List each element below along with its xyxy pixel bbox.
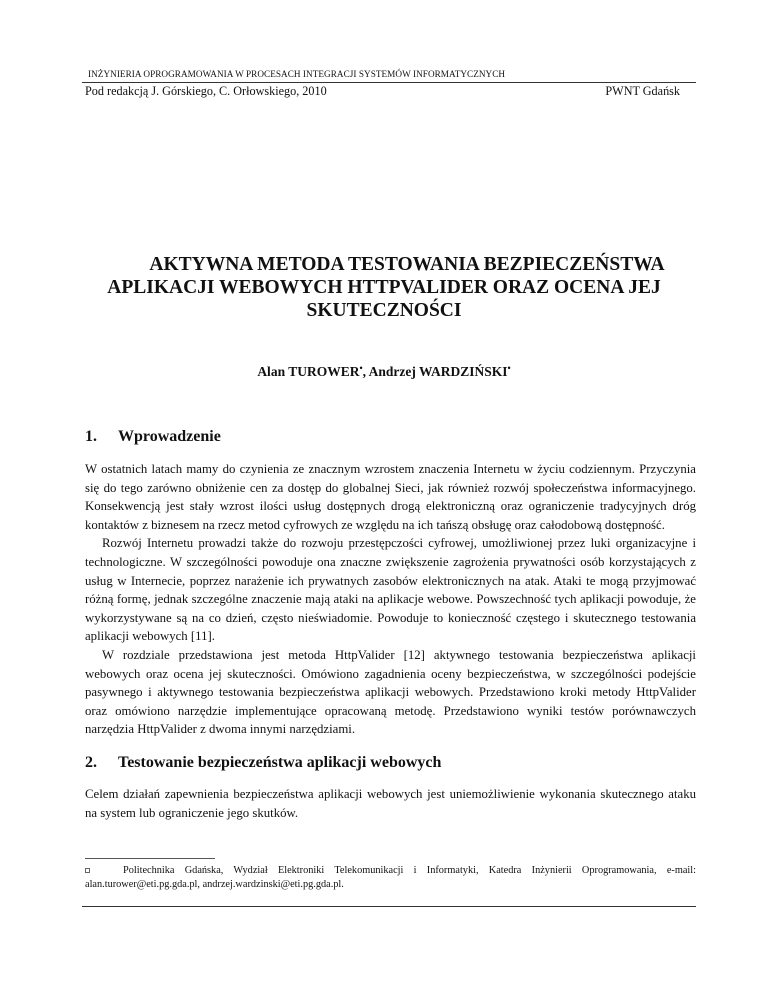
title-line-3: SKUTECZNOŚCI (306, 300, 462, 321)
title-line-2: APLIKACJI WEBOWYCH HTTPVALIDER ORAZ OCENA JEJ (107, 277, 661, 298)
section-heading (85, 754, 441, 772)
section-heading (85, 428, 221, 446)
affiliation-marker: • (359, 363, 363, 373)
header-divider (82, 82, 696, 83)
footnote-divider (85, 858, 215, 859)
author-separator: , (362, 364, 369, 379)
footnote: Politechnika Gdańska, Wydział Elektroniki Telekomunikacji i Informatyki, Katedra Inżynierii Oprogramowania, e-mail: alan.turower@eti.pg.gda.pl, andrzej.wardzinski@eti.pg.gda.pl. (85, 865, 696, 890)
running-header-series: INŻYNIERIA OPROGRAMOWANIA W PROCESACH INTEGRACJI SYSTEMÓW INFORMATYCZNYCH (88, 69, 506, 79)
paper-title (60, 253, 708, 322)
author-name: Andrzej WARDZIŃSKI (368, 364, 508, 379)
paragraph: W rozdziale przedstawiona jest metoda HttpValider [12] aktywnego testowania bezpieczeństwa aplikacji webowych oraz ocena jej skuteczności. Omówiono zagadnienia oceny bezpieczeństwa, w szczególności podejście pasywnego i aktywnego testowania bezpieczeństwa aplikacji webowych. Przedstawiono kroki metody HttpValider oraz omówiono narzędzie implementujące opracowaną metodę. Przedstawiono wyniki testów porównawczych narzędzia HttpValider z dwoma innymi narzędziami. (85, 647, 696, 737)
section-body (85, 785, 696, 822)
author-name: Alan TUROWER (257, 364, 360, 379)
affiliation-marker: • (507, 363, 511, 373)
paragraph: Rozwój Internetu prowadzi także do rozwoju przestępczości cyfrowej, umożliwionej przez luki organizacyjne i technologiczne. W szczególności powoduje ona znaczne zwiększenie zagrożenia prywatności osób korzystających z usług w Internecie, poprzez narażenie ich prywatnych zasobów elektronicznych na atak. Ataki te mogą przyjmować różną formę, jednak szczególne znaczenie mają ataki na aplikacje webowe. Powszechność tych aplikacji powoduje, że wykorzystywane są na co dzień, często nieświadomie. Powoduje to konieczność częstego i skutecznego testowania aplikacji webowych [11]. (85, 536, 696, 644)
section-number: 2. (85, 754, 97, 771)
section-number: 1. (85, 428, 97, 445)
section-title: Wprowadzenie (118, 428, 221, 445)
running-header-publisher: PWNT Gdańsk (605, 84, 680, 98)
paragraph: Celem działań zapewnienia bezpieczeństwa aplikacji webowych jest uniemożliwienie wykonania skutecznego ataku na system lub ograniczenie jego skutków. (85, 787, 696, 820)
section-title: Testowanie bezpieczeństwa aplikacji webowych (118, 754, 442, 771)
title-line-1: AKTYWNA METODA TESTOWANIA BEZPIECZEŃSTWA (149, 254, 665, 275)
author-list (60, 363, 708, 380)
footer-divider (82, 906, 696, 907)
paragraph: W ostatnich latach mamy do czynienia ze znacznym wzrostem znaczenia Internetu w życiu codziennym. Przyczynia się do tego zarówno obniżenie cen za dostęp do globalnej Sieci, jak również rozwój społeczeństwa informacyjnego. Konsekwencją jest stały wzrost ilości usług dostępnych drogą elektroniczną oraz ograniczenie tradycyjnych dróg kontaktów z biznesem na rzecz metod cyfrowych ze względu na ich tańszą obsługę oraz całodobową dostępność. (85, 462, 696, 532)
running-header-editors: Pod redakcją J. Górskiego, C. Orłowskiego, 2010 (85, 84, 327, 98)
section-body (85, 460, 696, 739)
